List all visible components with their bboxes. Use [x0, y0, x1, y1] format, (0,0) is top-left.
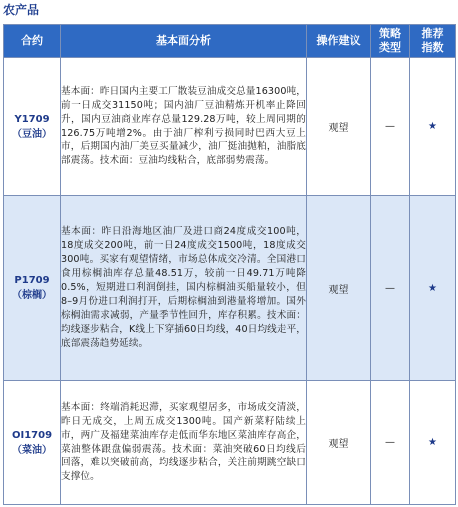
strategy-cell: —	[371, 58, 410, 196]
analysis-cell	[61, 381, 307, 505]
contract-code: OI1709	[11, 429, 53, 441]
advice-cell: 观望	[307, 381, 371, 505]
contract-name: （豆油）	[12, 128, 52, 140]
header-strategy-type: 策略 类型	[371, 25, 410, 58]
analysis-cell	[61, 196, 307, 381]
contract-cell	[4, 381, 61, 505]
star-icon: ★	[410, 381, 456, 505]
header-recommend-index: 推荐 指数	[410, 25, 456, 58]
header-contract: 合约	[4, 25, 61, 58]
table-row	[4, 196, 456, 381]
analysis-cell	[61, 58, 307, 196]
contract-cell	[4, 196, 61, 381]
contract-cell	[4, 58, 61, 196]
contract-code: Y1709	[14, 113, 50, 125]
analysis-text: 基本面：昨日沿海地区油厂及进口商24度成交100吨，18度成交200吨，前一日24度成交1500吨，18度成交300吨。买家有观望情绪，市场总体成交冷清。全国港口食用棕榈油库存总量48.51万，较前一日49.71万吨降0.5%，短期进口利润倒挂，国内棕榈油买船量较小，但8–9月份进口利润打开，后期棕榈油到港量将增加。国外棕榈油需求减弱，产量季节性回升，库存积累。技术面：均线逐步粘合，K线上下穿插60日均线，40日均线走平，底部震荡趋势延续。	[61, 226, 306, 349]
contract-code: P1709	[14, 275, 50, 286]
advice-cell: 观望	[307, 196, 371, 381]
table-header-row	[4, 25, 456, 58]
table-row	[4, 381, 456, 505]
star-icon: ★	[410, 196, 456, 381]
table-row	[4, 58, 456, 196]
header-advice: 操作建议	[307, 25, 371, 58]
section-title: 农产品	[3, 3, 40, 17]
contract-name: （菜油）	[12, 444, 52, 456]
agri-products-table	[3, 24, 456, 505]
strategy-cell: —	[371, 381, 410, 505]
star-icon: ★	[410, 58, 456, 196]
strategy-cell: —	[371, 196, 410, 381]
analysis-text: 基本面：昨日国内主要工厂散装豆油成交总量16300吨，前一日成交31150吨；国内油厂豆油精炼开机率止降回升，国内豆油商业库存总量129.28万吨，较上周同期的126.75万吨增2%。由于油厂榨利亏损同时巴西大豆上市，后期国内油厂美豆买量减少，油厂挺油抛粕，油脂底部震荡。技术面：豆油均线粘合，底部弱势震荡。	[61, 85, 306, 167]
analysis-text: 基本面：终端消耗迟滞，买家观望居多，市场成交清淡，昨日无成交，上周五成交1300吨。国产新菜籽陆续上市，两广及福建菜油库存走低而华东地区菜油库存高企，菜油整体跟盘偏弱震荡。技术面：菜油突破60日均线后回落，难以突破前高，均线逐步粘合，关注前期跳空缺口支撑位。	[61, 401, 306, 483]
advice-cell: 观望	[307, 58, 371, 196]
contract-name: （棕榈）	[12, 290, 52, 301]
header-analysis: 基本面分析	[61, 25, 307, 58]
